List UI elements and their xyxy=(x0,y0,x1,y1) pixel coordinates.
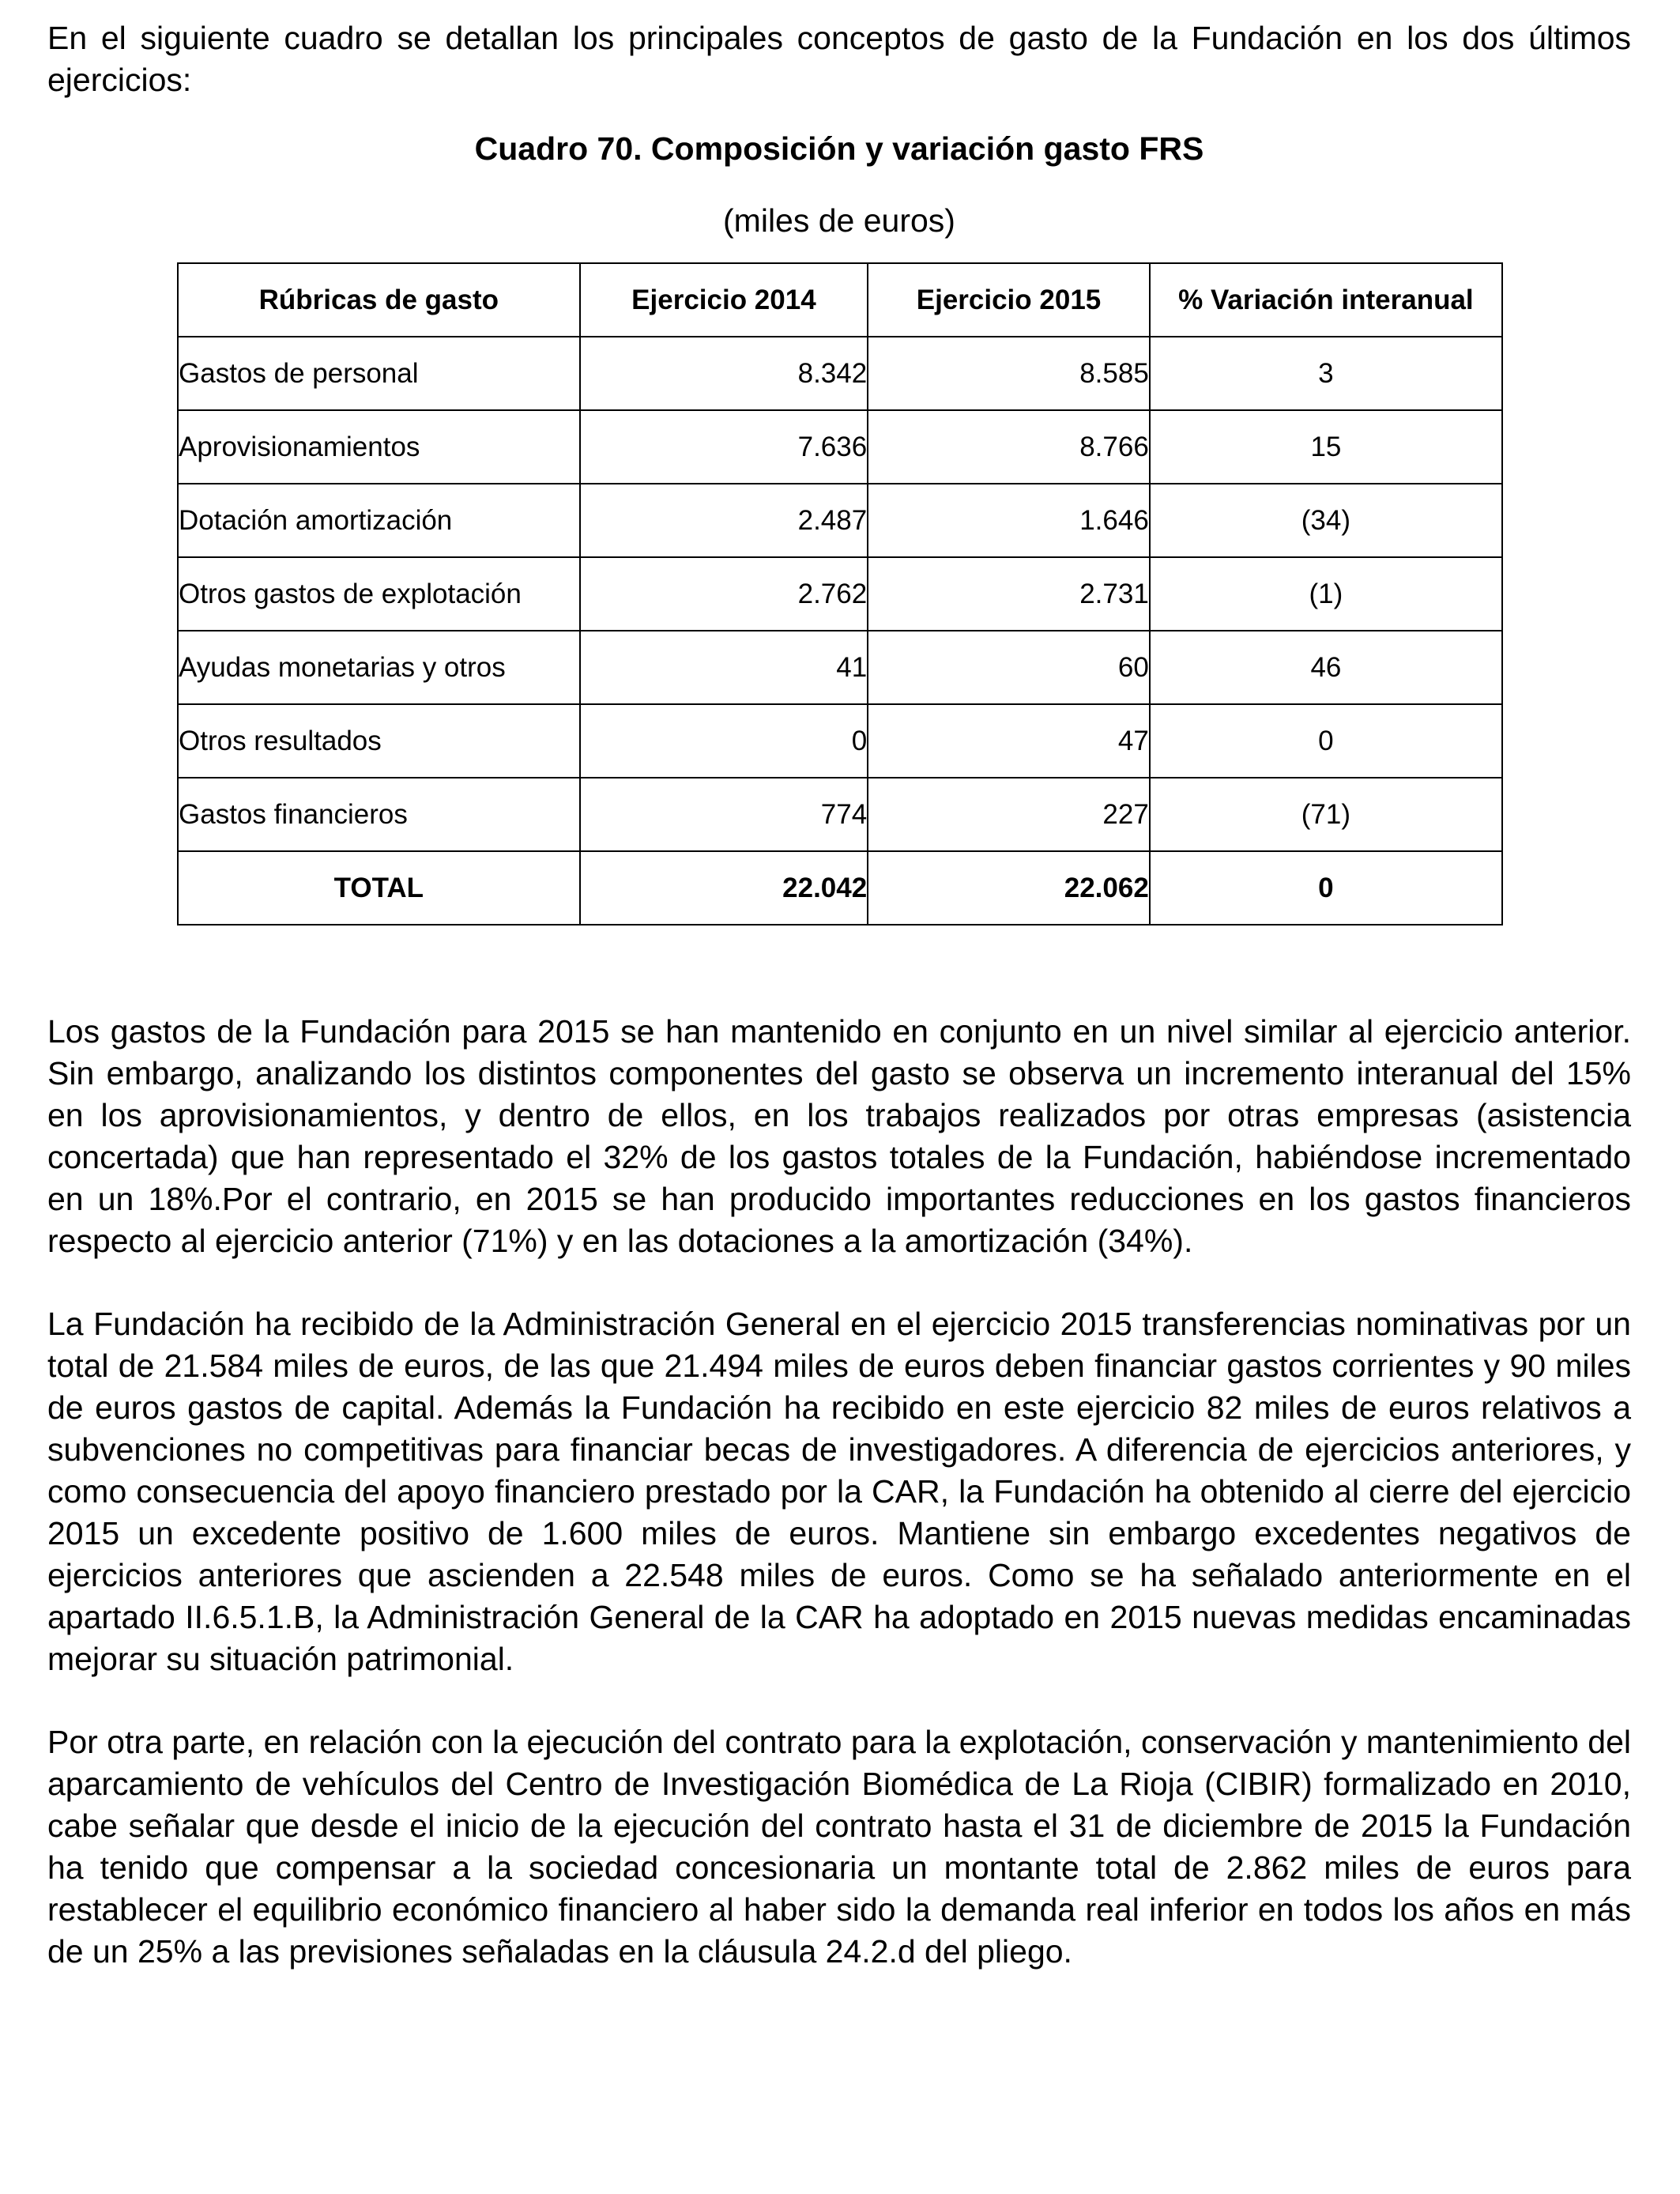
row-variation: (34) xyxy=(1150,484,1502,557)
row-label: Gastos de personal xyxy=(178,337,580,410)
row-2015: 2.731 xyxy=(868,557,1150,631)
row-2015: 60 xyxy=(868,631,1150,704)
total-label: TOTAL xyxy=(178,851,580,925)
row-variation: 0 xyxy=(1150,704,1502,778)
row-2014: 2.487 xyxy=(580,484,868,557)
row-label: Otros gastos de explotación xyxy=(178,557,580,631)
header-2014: Ejercicio 2014 xyxy=(580,263,868,337)
total-2015: 22.062 xyxy=(868,851,1150,925)
row-label: Dotación amortización xyxy=(178,484,580,557)
row-variation: 3 xyxy=(1150,337,1502,410)
expense-table xyxy=(177,262,1503,925)
table-units: (miles de euros) xyxy=(723,202,955,239)
table-row xyxy=(178,631,1502,704)
table-header-row xyxy=(178,263,1502,337)
row-variation: (1) xyxy=(1150,557,1502,631)
row-2015: 47 xyxy=(868,704,1150,778)
table-row xyxy=(178,778,1502,851)
body-paragraph: Los gastos de la Fundación para 2015 se han mantenido en conjunto en un nivel similar al ejercicio anterior. Sin embargo, analizando los distintos componentes del gasto se observa un incremento interanual del 15% en los aprovisionamientos, y dentro de ellos, en los trabajos realizados por otras empresas (asistencia concertada) que han representado el 32% de los gastos totales de la Fundación, habiéndose incrementado en un 18%.Por el contrario, en 2015 se han producido importantes reducciones en los gastos financieros respecto al ejercicio anterior (71%) y en las dotaciones a la amortización (34%). xyxy=(47,1013,1631,1259)
row-2015: 1.646 xyxy=(868,484,1150,557)
body-paragraph: Por otra parte, en relación con la ejecución del contrato para la explotación, conservación y mantenimiento del aparcamiento de vehículos del Centro de Investigación Biomédica de La Rioja (CIBIR) formalizado en 2010, cabe señalar que desde el inicio de la ejecución del contrato hasta el 31 de diciembre de 2015 la Fundación ha tenido que compensar a la sociedad concesionaria un montante total de 2.862 miles de euros para restablecer el equilibrio económico financiero al haber sido la demanda real inferior en todos los años en más de un 25% a las previsiones señaladas en la cláusula 24.2.d del pliego. xyxy=(47,1724,1631,1970)
row-2014: 774 xyxy=(580,778,868,851)
header-2015: Ejercicio 2015 xyxy=(868,263,1150,337)
row-2014: 7.636 xyxy=(580,410,868,484)
row-variation: (71) xyxy=(1150,778,1502,851)
total-variation: 0 xyxy=(1150,851,1502,925)
total-2014: 22.042 xyxy=(580,851,868,925)
table-row xyxy=(178,557,1502,631)
row-label: Gastos financieros xyxy=(178,778,580,851)
row-2015: 8.766 xyxy=(868,410,1150,484)
row-label: Aprovisionamientos xyxy=(178,410,580,484)
row-2014: 8.342 xyxy=(580,337,868,410)
row-variation: 46 xyxy=(1150,631,1502,704)
row-2014: 0 xyxy=(580,704,868,778)
row-label: Ayudas monetarias y otros xyxy=(178,631,580,704)
row-variation: 15 xyxy=(1150,410,1502,484)
header-rubricas: Rúbricas de gasto xyxy=(178,263,580,337)
row-2014: 2.762 xyxy=(580,557,868,631)
table-title: Cuadro 70. Composición y variación gasto FRS xyxy=(474,130,1204,167)
table-row xyxy=(178,484,1502,557)
table-row xyxy=(178,337,1502,410)
row-2015: 8.585 xyxy=(868,337,1150,410)
table-row xyxy=(178,704,1502,778)
intro-paragraph: En el siguiente cuadro se detallan los principales conceptos de gasto de la Fundación en los dos últimos ejercicios: xyxy=(47,20,1631,98)
body-paragraph: La Fundación ha recibido de la Administración General en el ejercicio 2015 transferencias nominativas por un total de 21.584 miles de euros, de las que 21.494 miles de euros deben financiar gastos corrientes y 90 miles de euros gastos de capital. Además la Fundación ha recibido en este ejercicio 82 miles de euros relativos a subvenciones no competitivas para financiar becas de investigadores. A diferencia de ejercicios anteriores, y como consecuencia del apoyo financiero prestado por la CAR, la Fundación ha obtenido al cierre del ejercicio 2015 un excedente positivo de 1.600 miles de euros. Mantiene sin embargo excedentes negativos de ejercicios anteriores que ascienden a 22.548 miles de euros. Como se ha señalado anteriormente en el apartado II.6.5.1.B, la Administración General de la CAR ha adoptado en 2015 nuevas medidas encaminadas mejorar su situación patrimonial. xyxy=(47,1306,1631,1677)
row-2015: 227 xyxy=(868,778,1150,851)
header-variation: % Variación interanual xyxy=(1150,263,1502,337)
row-label: Otros resultados xyxy=(178,704,580,778)
table-total-row xyxy=(178,851,1502,925)
document-page xyxy=(47,17,1631,1973)
row-2014: 41 xyxy=(580,631,868,704)
table-row xyxy=(178,410,1502,484)
